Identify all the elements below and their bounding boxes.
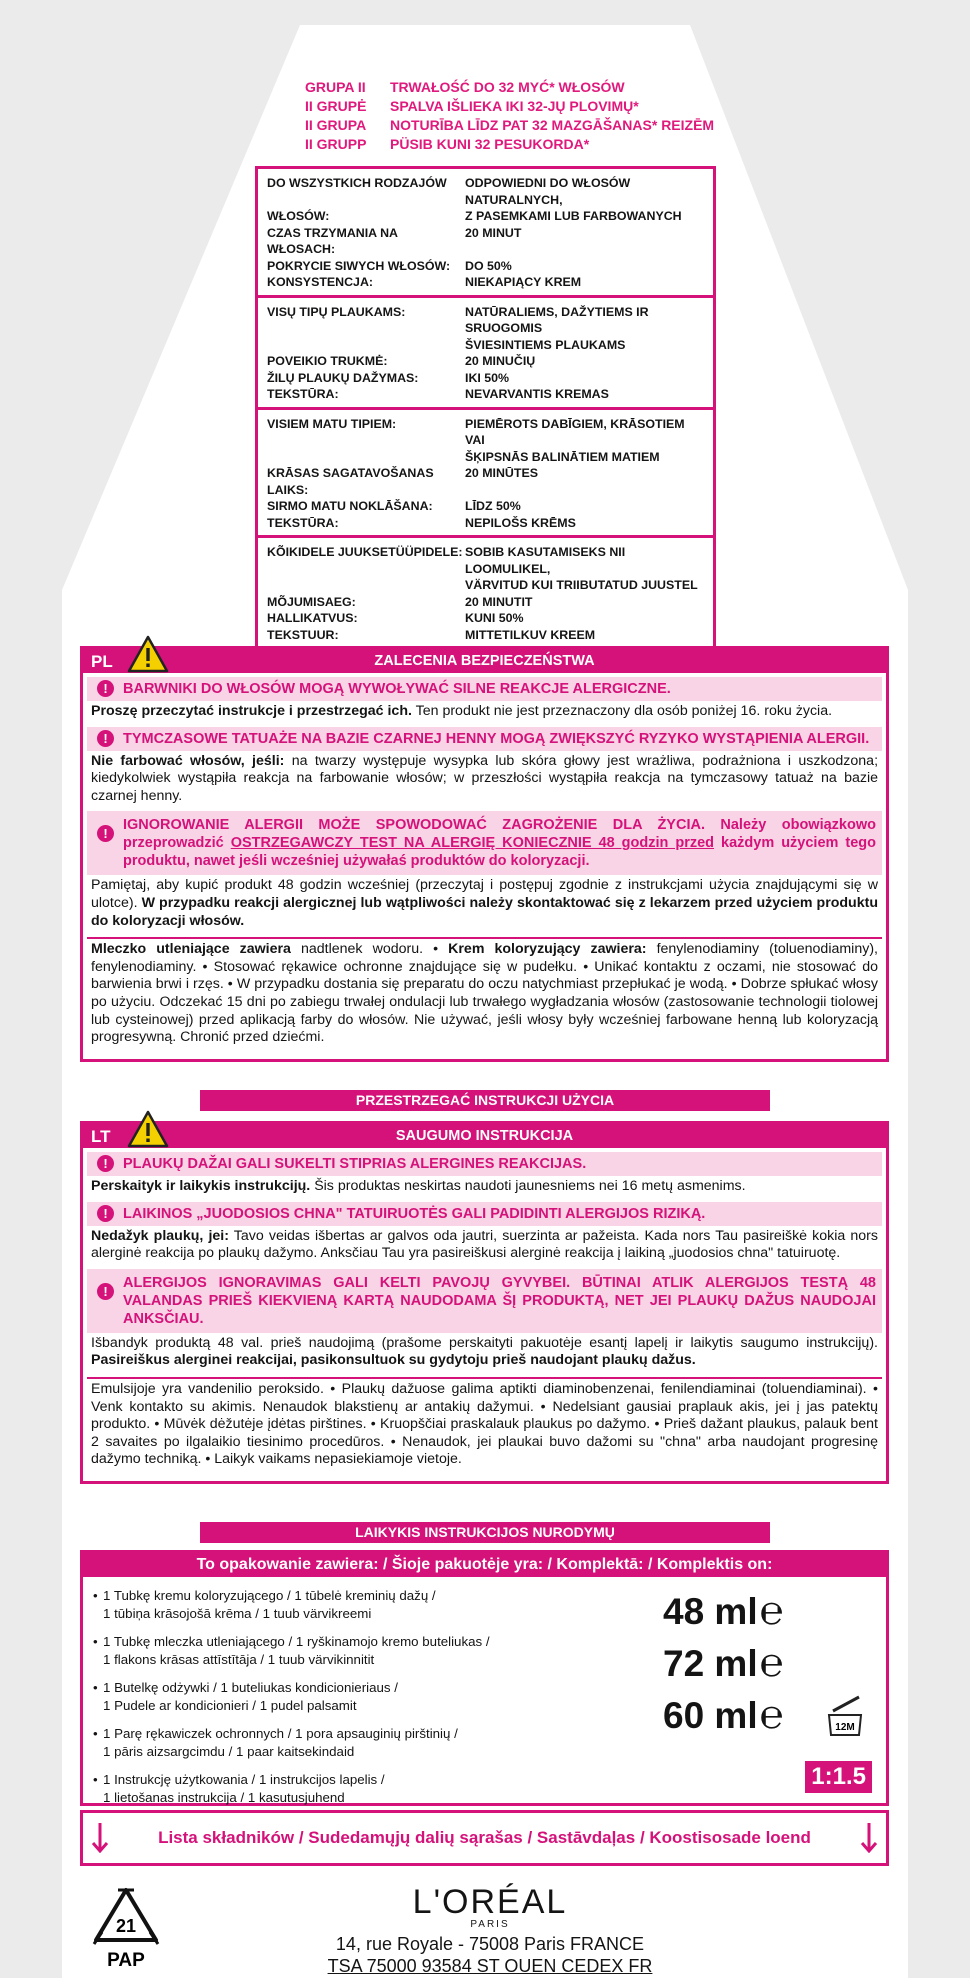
warning-line: ! TYMCZASOWE TATUAŻE NA BAZIE CZARNEJ HENNY MOGĄ ZWIĘKSZYĆ RYZYKO WYSTĄPIENIA ALERGII. xyxy=(87,727,882,751)
info-label: TEKSTUUR: xyxy=(267,627,339,642)
exclamation-icon: ! xyxy=(97,1155,114,1172)
package-item xyxy=(93,1725,613,1760)
open-jar-icon xyxy=(823,1693,867,1739)
product-info-table xyxy=(255,166,716,650)
volumes xyxy=(663,1585,873,1741)
instruction-text: Nie farbować włosów, jeśli: na twarzy występuje wysypka lub skóra głowy jest wrażliwa, podrażniona i uszkodzona; kiedykolwiek wystąpiła reakcja na farbowanie włosów; w przeszłości wystąpiła reakcja na tymczasowy tatuaż na bazie czarnej henny. xyxy=(91,752,879,804)
info-section xyxy=(258,410,713,539)
info-row xyxy=(267,353,705,370)
volume-row: 60 ml℮ 12M xyxy=(663,1689,873,1741)
info-section xyxy=(258,169,713,298)
package-item-line: • 1 Instrukcję użytkowania / 1 instrukcijos lapelis / xyxy=(103,1772,385,1787)
info-label: POVEIKIO TRUKMĖ: xyxy=(267,354,388,368)
composition-text: Mleczko utleniające zawiera nadtlenek wodoru. • Krem koloryzujący zawiera: fenylenodiaminy (toluenodiaminy), fenylenodiaminy. • Stosować rękawice ochronne znajdujące się w pudełku. • Unikać kontaktu z oczami, nie stosować do barwienia brwi i rzęs. • W przypadku dostania się preparatu do oczu natychmiast przepłukać je wodą. • Dobrze spłukać włosy po użyciu. Odczekać 15 dni po zabiegu trwałej ondulacji lub trwałego wygładzania włosów (zastosowanie technologii tiolowej lub cysteinowej) przed aplikacją farby do włosów. Nie używać, jeśli włosy były wcześniej farbowane henną lub koloryzacją progresywną. Chronić przed dziećmi. xyxy=(87,937,882,1051)
info-label: DO WSZYSTKICH RODZAJÓW xyxy=(267,176,447,190)
info-value: NEVARVANTIS KREMAS xyxy=(465,387,609,401)
info-row xyxy=(267,225,705,258)
info-label: POKRYCIE SIWYCH WŁOSÓW: xyxy=(267,258,451,273)
info-row xyxy=(267,449,705,466)
instruction-text: Perskaityk ir laikykis instrukcijų. Šis produktas neskirtas naudoti jaunesniems nei 16 metų asmenims. xyxy=(91,1178,746,1194)
volume-row: 48 ml℮ xyxy=(663,1589,784,1633)
info-value: DO 50% xyxy=(465,258,512,273)
info-value: LĪDZ 50% xyxy=(465,499,521,513)
package-item xyxy=(93,1587,613,1622)
mix-ratio-badge: 1:1.5 xyxy=(805,1761,872,1793)
package-contents-title: To opakowanie zawiera: / Šioje pakuotėje yra: / Komplektā: / Komplektis on: xyxy=(83,1553,886,1577)
instruction-text: Išbandyk produktą 48 val. prieš naudojimą (prašome perskaityti pakuotėje esantį lapelį ir laikytis saugumo instrukcijų). Pasireiškus alerginei reakcijai, pasikonsultuok su gydytoju prieš naudojant plaukų dažus. xyxy=(91,1334,878,1369)
info-value: MITTETILKUV KREEM xyxy=(465,627,596,642)
info-label xyxy=(267,337,465,354)
ingredients-banner: Lista składników / Sudedamųjų dalių sąrašas / Sastāvdaļas / Koostisosade loend xyxy=(80,1810,889,1866)
recycle-code: PAP xyxy=(107,1950,145,1971)
composition-text: Emulsijoje yra vandenilio peroksido. • Plaukų dažuose galima aptikti diaminobenzenai, fenilendiaminai (toluendiaminai). • Venk kontakto su akimis. Nenaudok blakstienų ar antakių dažymui. • Nedelsiant gausiai praplauk akis, jei į jas patektų produkto. • Mūvėk dėžutėje įdėtas pirštines. • Kruopščiai praskalauk plaukus po dažymo. • Prieš dažant plaukus, palauk bent 2 savaites po ilgalaikio tiesinimo procedūros. • Nenaudok, jei plaukai buvo dažomi su "chna" arba naudojant progresinę dažymo techniką. • Laikyk vaikams nepasiekiamoje vietoje. xyxy=(87,1377,882,1473)
warning-paragraph: ! IGNOROWANIE ALERGII MOŻE SPOWODOWAĆ ZAGROŻENIE DLA ŻYCIA. Należy obowiązkowo przeprowadzić OSTRZEGAWCZY TEST NA ALERGIĘ KONIECZNIE 48 godzin przed każdym użyciem tego produktu, nawet jeśli wcześniej używałaś produktów do koloryzacji. xyxy=(87,811,882,875)
info-row xyxy=(267,304,705,337)
info-label: KONSYSTENCJA: xyxy=(267,275,374,289)
pl-footer-banner: PRZESTRZEGAĆ INSTRUKCJI UŻYCIA xyxy=(200,1090,770,1111)
info-value: IKI 50% xyxy=(465,370,510,385)
exclamation-icon: ! xyxy=(97,730,114,747)
arrow-down-icon xyxy=(860,1823,878,1853)
exclamation-icon: ! xyxy=(97,1283,114,1300)
info-value: NIEKAPIĄCY KREM xyxy=(465,275,582,289)
exclamation-icon: ! xyxy=(97,680,114,697)
address-line-1: 14, rue Royale - 75008 Paris FRANCE xyxy=(335,1934,645,1954)
warning-line: ! PLAUKŲ DAŽAI GALI SUKELTI STIPRIAS ALERGINES REAKCIJAS. xyxy=(87,1152,882,1176)
warning-line: ! LAIKINOS „JUODOSIOS CHNA" TATUIRUOTĖS GALI PADIDINTI ALERGIJOS RIZIKĄ. xyxy=(87,1202,882,1226)
info-label: KRĀSAS SAGATAVOŠANAS LAIKS: xyxy=(267,466,434,497)
info-row xyxy=(267,465,705,498)
info-row xyxy=(267,274,705,291)
info-value: ŠVIESINTIEMS PLAUKAMS xyxy=(465,337,626,352)
info-section xyxy=(258,538,713,647)
estimate-sign-icon: ℮ xyxy=(759,1693,784,1737)
group-lines xyxy=(305,78,775,154)
warning-line: ! BARWNIKI DO WŁOSÓW MOGĄ WYWOŁYWAĆ SILNE REAKCJE ALERGICZNE. xyxy=(87,677,882,701)
info-row xyxy=(267,627,705,644)
package-item-line: • 1 Tubkę mleczka utleniającego / 1 ryškinamojo kremo buteliukas / xyxy=(103,1634,490,1649)
pl-safety-block xyxy=(80,646,889,1062)
info-value: ODPOWIEDNI DO WŁOSÓW NATURALNYCH, xyxy=(465,176,631,207)
package-item xyxy=(93,1679,613,1714)
estimate-sign-icon: ℮ xyxy=(759,1589,784,1633)
package-item xyxy=(93,1633,613,1668)
info-row xyxy=(267,386,705,403)
pl-header xyxy=(83,649,886,673)
language-code: PL xyxy=(91,652,113,671)
info-label: CZAS TRZYMANIA NA WŁOSACH: xyxy=(267,225,398,256)
info-label: VISŲ TIPŲ PLAUKAMS: xyxy=(267,304,406,319)
info-row xyxy=(267,498,705,515)
lt-safety-block xyxy=(80,1121,889,1484)
info-value: VÄRVITUD KUI TRIIBUTATUD JUUSTEL xyxy=(465,578,698,592)
package-items-list xyxy=(93,1587,613,1817)
language-code: LT xyxy=(91,1127,111,1146)
group-line: II GRUPA NOTURĪBA LĪDZ PAT 32 MAZGĀŠANAS* REIZĒM xyxy=(305,117,715,133)
lt-header xyxy=(83,1124,886,1148)
instruction-text: Proszę przeczytać instrukcje i przestrzegać ich. Ten produkt nie jest przeznaczony dla osób poniżej 16. roku życia. xyxy=(91,703,833,719)
section-title: ZALECENIA BEZPIECZEŃSTWA xyxy=(374,653,595,669)
info-row xyxy=(267,544,705,577)
lt-footer-banner: LAIKYKIS INSTRUKCIJOS NURODYMŲ xyxy=(200,1522,770,1543)
info-value: NATŪRALIEMS, DAŽYTIEMS IR SRUOGOMIS xyxy=(465,304,649,335)
package-item-line: 1 flakons krāsas attīstītāja / 1 tuub värvikinnitit xyxy=(103,1651,375,1667)
info-label: SIRMO MATU NOKLĀŠANA: xyxy=(267,499,433,513)
exclamation-icon: ! xyxy=(97,1205,114,1222)
info-label: KÕIKIDELE JUUKSETÜÜPIDELE: xyxy=(267,545,463,559)
info-section xyxy=(258,298,713,410)
info-value: NEPILOŠS KRĒMS xyxy=(465,515,576,530)
info-value: 20 MINŪTES xyxy=(465,466,538,480)
package-item-line: • 1 Butelkę odżywki / 1 buteliukas kondicionieriaus / xyxy=(103,1680,398,1695)
info-label: MÕJUMISAEG: xyxy=(267,594,356,609)
recycle-number: 21 xyxy=(115,1916,137,1936)
info-row xyxy=(267,258,705,275)
package-item-line: 1 tūbiņa krāsojošā krēma / 1 tuub värvikreemi xyxy=(103,1605,372,1621)
address-line-2: TSA 75000 93584 ST OUEN CEDEX FR xyxy=(327,1956,653,1976)
group-line: II GRUPP PÜSIB KUNI 32 PESUKORDA* xyxy=(305,136,590,152)
info-value: 20 MINUTIT xyxy=(465,594,533,609)
arrow-down-icon xyxy=(91,1823,109,1853)
section-title: SAUGUMO INSTRUKCIJA xyxy=(395,1128,574,1144)
package-contents-box xyxy=(80,1550,889,1806)
info-row xyxy=(267,175,705,208)
info-row xyxy=(267,515,705,532)
info-value: 20 MINUT xyxy=(465,225,522,240)
group-line: II GRUPĖ SPALVA IŠLIEKA IKI 32-JŲ PLOVIMŲ* xyxy=(305,98,639,114)
package-item-line: • 1 Tubkę kremu koloryzującego / 1 tūbelė kreminių dažų / xyxy=(103,1588,436,1603)
info-value: Z PASEMKAMI LUB FARBOWANYCH xyxy=(465,209,682,223)
instruction-text: Nedažyk plaukų, jei: Tavo veidas išbertas ar galvos oda jautri, suerzinta ar pažeista. Kada nors Tau pasireiškė kokia nors alerginė reakcija po plaukų dažymo. Anksčiau Tau yra pasireiškusi alerginė reakcija į laikiną „juodosios chna" tatuiruotę. xyxy=(91,1227,878,1262)
info-label: VISIEM MATU TIPIEM: xyxy=(267,416,397,431)
info-row xyxy=(267,370,705,387)
info-row xyxy=(267,337,705,354)
recycle-pap-icon xyxy=(88,1884,164,1974)
group-line: GRUPA II TRWAŁOŚĆ DO 32 MYĆ* WŁOSÓW xyxy=(305,79,625,95)
info-label: HALLIKATVUS: xyxy=(267,611,358,625)
package-item-line: 1 lietošanas instrukcija / 1 kasutusjuhend xyxy=(103,1789,345,1805)
info-label xyxy=(267,577,465,594)
info-label: WŁOSÓW: xyxy=(267,209,330,223)
info-value: KUNI 50% xyxy=(465,611,524,625)
pao-label: 12M xyxy=(835,1722,855,1733)
info-row xyxy=(267,577,705,594)
brand-city: PARIS xyxy=(470,1919,510,1930)
package-item-line: • 1 Parę rękawiczek ochronnych / 1 pora apsauginių pirštinių / xyxy=(103,1726,458,1741)
info-row xyxy=(267,416,705,449)
brand-logo: L'ORÉAL xyxy=(412,1883,568,1921)
info-value: PIEMĒROTS DABĪGIEM, KRĀSOTIEM VAI xyxy=(465,416,685,447)
info-row xyxy=(267,208,705,225)
info-row xyxy=(267,610,705,627)
warning-paragraph: ! ALERGIJOS IGNORAVIMAS GALI KELTI PAVOJŲ GYVYBEI. BŪTINAI ATLIK ALERGIJOS TESTĄ 48 VALANDAS PRIEŠ KIEKVIENĄ KARTĄ NAUDODAMA ŠĮ PRODUKTĄ, NET JEI PLAUKŲ DAŽUS NAUDOJAI ANKSČIAU. xyxy=(87,1269,882,1333)
info-value: SOBIB KASUTAMISEKS NII LOOMULIKEL, xyxy=(465,545,626,576)
info-value: ŠĶIPSNĀS BALINĀTIEM MATIEM xyxy=(465,449,660,464)
exclamation-icon: ! xyxy=(97,825,114,842)
info-value: 20 MINUČIŲ xyxy=(465,354,536,368)
package-item-line: 1 Pudele ar kondicionieri / 1 pudel palsamit xyxy=(103,1697,357,1713)
package-item xyxy=(93,1771,613,1806)
info-label xyxy=(267,449,465,466)
package-item-line: 1 pāris aizsargcimdu / 1 paar kaitsekindaid xyxy=(103,1743,355,1759)
estimate-sign-icon: ℮ xyxy=(759,1641,784,1685)
info-label: TEKSTŪRA: xyxy=(267,387,339,401)
instruction-text: Pamiętaj, aby kupić produkt 48 godzin wcześniej (przeczytaj i postępuj zgodnie z instrukcjami użycia znajdującymi się w ulotce). W przypadku reakcji alergicznej lub wątpliwości należy skontaktować się z lekarzem przed użyciem produktu do koloryzacji włosów. xyxy=(91,877,879,929)
info-label: ŽILŲ PLAUKŲ DAŽYMAS: xyxy=(267,370,419,385)
info-label: TEKSTŪRA: xyxy=(267,515,339,530)
volume-row: 72 ml℮ xyxy=(663,1641,784,1685)
info-row xyxy=(267,594,705,611)
